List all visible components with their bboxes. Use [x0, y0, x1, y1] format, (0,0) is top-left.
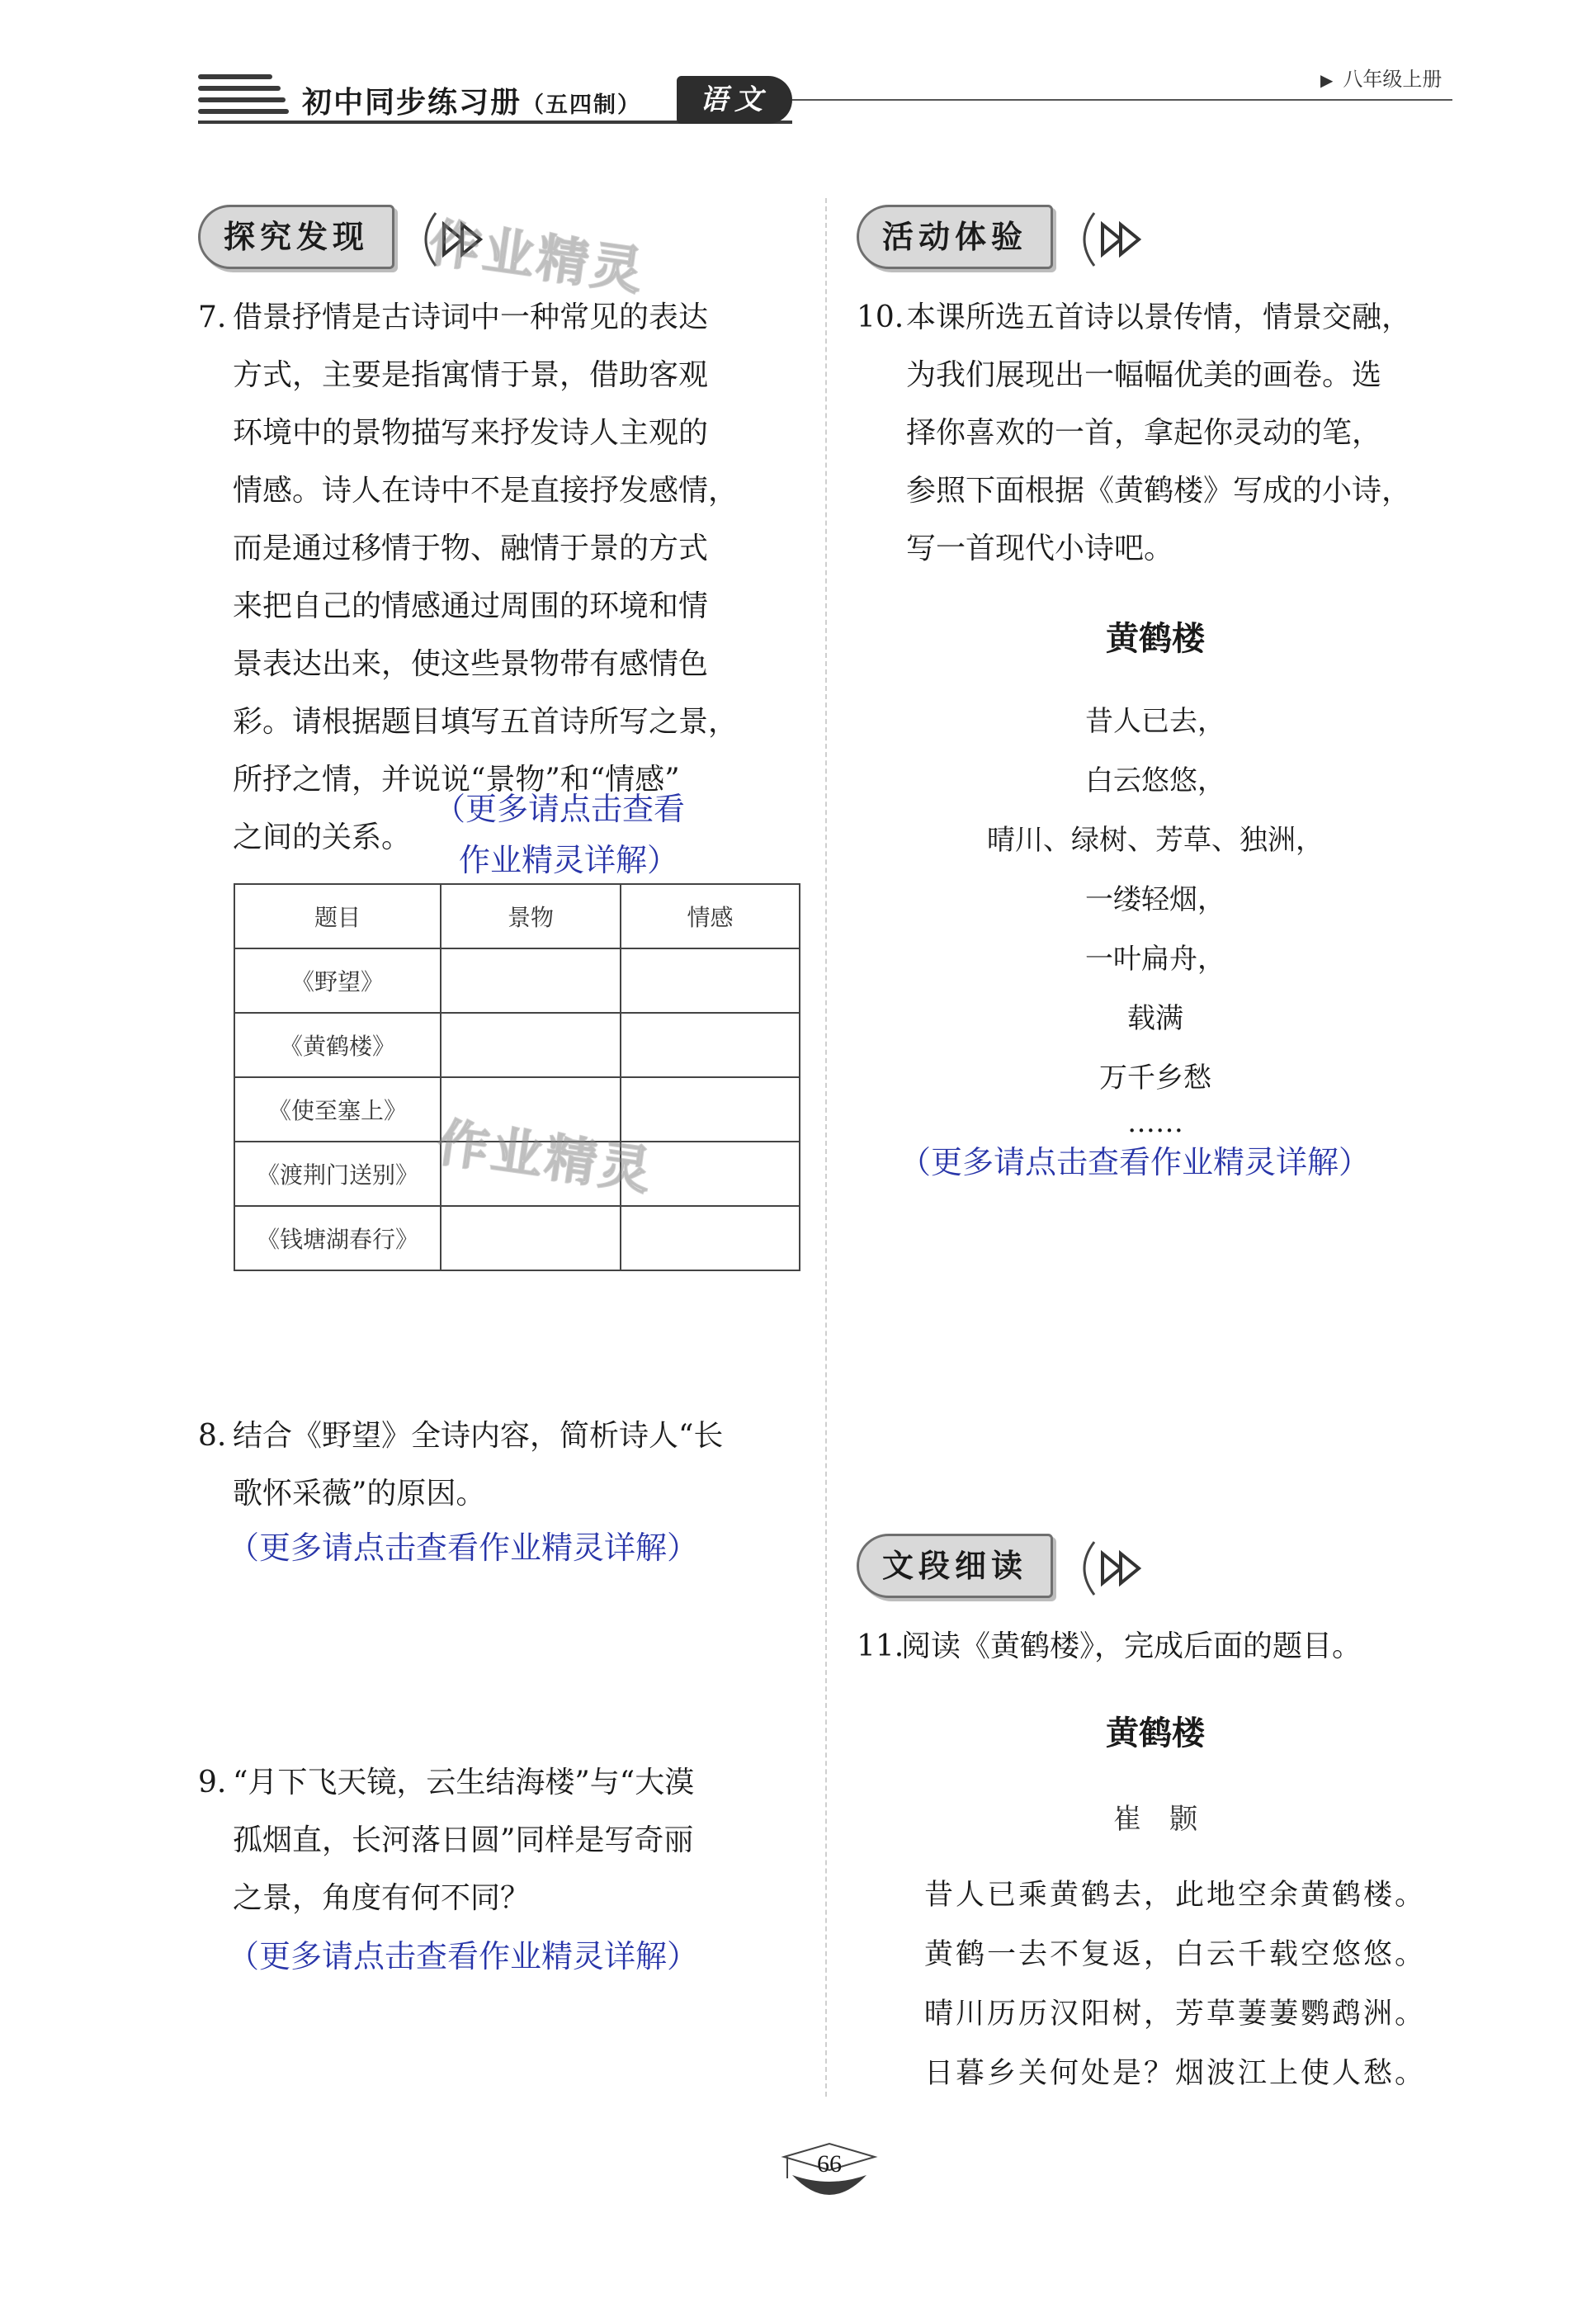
classic-poem-line: 日暮乡关何处是？烟波江上使人愁。 — [924, 2057, 1427, 2090]
page-number: 66 — [817, 2150, 842, 2178]
section-title-reading: 文段细读 — [857, 1534, 1053, 1598]
poem-title-cell: 《野望》 — [234, 948, 441, 1013]
modern-poem-title: 黄鹤楼 — [1106, 619, 1205, 658]
text-line: 所抒之情，并说说“景物”和“情感” — [233, 763, 680, 797]
question-7-text — [233, 289, 738, 867]
table-header: 题目 — [234, 884, 441, 948]
scenery-cell[interactable] — [441, 948, 621, 1013]
poem-ellipsis: …… — [1127, 1106, 1183, 1139]
header-thin-rule — [792, 99, 1452, 101]
text-line: “月下飞天镜，云生结海楼”与“大漠 — [233, 1766, 695, 1799]
text-line: 孤烟直，长河落日圆”同样是写奇丽 — [233, 1823, 694, 1857]
classic-poem-title: 黄鹤楼 — [1106, 1714, 1205, 1752]
header-logo-stripes — [198, 74, 289, 125]
poem-line: 万千乡愁 — [1099, 1062, 1211, 1095]
text-line: 为我们展现出一幅幅优美的画卷。选 — [906, 358, 1382, 392]
poem-line: 载满 — [1127, 1002, 1183, 1035]
text-line: 参照下面根据《黄鹤楼》写成的小诗， — [906, 474, 1412, 508]
poem-title-cell: 《黄鹤楼》 — [234, 1013, 441, 1077]
book-title-text: 初中同步练习册 — [302, 85, 522, 120]
text-line: 写一首现代小诗吧。 — [906, 532, 1174, 565]
text-line: 择你喜欢的一首，拿起你灵动的笔， — [906, 416, 1382, 450]
table-row — [234, 1206, 800, 1270]
text-line: 之景，角度有何不同？ — [233, 1881, 531, 1915]
text-line: 之间的关系。 — [233, 820, 412, 854]
text-line: 彩。请根据题目填写五首诗所写之景， — [233, 705, 739, 739]
poem-title-cell: 《使至塞上》 — [234, 1077, 441, 1142]
poem-title-cell: 《渡荆门送别》 — [234, 1142, 441, 1206]
poem-title-cell: 《钱塘湖春行》 — [234, 1206, 441, 1270]
text-line: 环境中的景物描写来抒发诗人主观的 — [233, 416, 709, 450]
poem-line: 一缕轻烟， — [1085, 883, 1225, 916]
section-title-explore: 探究发现 — [198, 205, 394, 269]
question-9-text — [233, 1754, 694, 1927]
answer-link-q9[interactable]: （更多请点击查看作业精灵详解） — [228, 1938, 699, 1974]
scenery-cell[interactable] — [441, 1013, 621, 1077]
classic-poem-line: 昔人已乘黄鹤去，此地空余黄鹤楼。 — [924, 1879, 1427, 1912]
emotion-cell[interactable] — [621, 948, 800, 1013]
table-header-row — [234, 884, 800, 948]
question-11-text: 阅读《黄鹤楼》，完成后面的题目。 — [901, 1629, 1362, 1663]
section-badge-activity — [857, 205, 1154, 272]
poem-author: 崔 颢 — [1113, 1803, 1197, 1836]
double-arrow-icon — [1070, 1535, 1152, 1601]
poem-line: 晴川、绿树、芳草、独洲， — [987, 824, 1324, 857]
question-number: 11. — [857, 1629, 904, 1663]
double-arrow-icon — [1070, 206, 1152, 272]
table-row — [234, 948, 800, 1013]
triangle-right-icon: ▶ — [1320, 70, 1334, 90]
poem-line: 一叶扁舟， — [1085, 943, 1225, 976]
question-8-text — [233, 1407, 723, 1523]
emotion-cell[interactable] — [621, 1013, 800, 1077]
answer-link-q10[interactable]: （更多请点击查看作业精灵详解） — [900, 1144, 1371, 1180]
answer-link-q7-cont[interactable]: 作业精灵详解） — [459, 842, 679, 878]
section-badge-reading — [857, 1534, 1154, 1601]
answer-table — [234, 883, 800, 1271]
text-line: 景表达出来，使这些景物带有感情色 — [233, 647, 709, 681]
text-line: 歌怀采薇”的原因。 — [233, 1477, 486, 1511]
table-header: 景物 — [441, 884, 621, 948]
poem-line: 白云悠悠， — [1085, 764, 1225, 797]
classic-poem-line: 晴川历历汉阳树，芳草萋萋鹦鹉洲。 — [924, 1998, 1427, 2031]
classic-poem-line: 黄鹤一去不复返，白云千载空悠悠。 — [924, 1938, 1427, 1971]
question-number: 9. — [198, 1766, 227, 1799]
watermark: 作业精灵 — [433, 1111, 659, 1202]
grade-text: 八年级上册 — [1343, 68, 1443, 91]
table-row — [234, 1013, 800, 1077]
answer-link-q8[interactable]: （更多请点击查看作业精灵详解） — [228, 1530, 699, 1566]
text-line: 来把自己的情感通过周围的环境和情 — [233, 589, 709, 623]
book-edition: （五四制） — [522, 92, 642, 118]
text-line: 情感。诗人在诗中不是直接抒发感情， — [233, 474, 739, 508]
text-line: 借景抒情是古诗词中一种常见的表达 — [233, 300, 709, 334]
section-title-activity: 活动体验 — [857, 205, 1053, 269]
text-line: 本课所选五首诗以景传情，情景交融， — [906, 300, 1412, 334]
subject-tag: 语文 — [677, 76, 792, 124]
book-title — [302, 79, 641, 121]
text-line: 而是通过移情于物、融情于景的方式 — [233, 532, 709, 565]
table-header: 情感 — [621, 884, 800, 948]
text-line: 结合《野望》全诗内容，简析诗人“长 — [233, 1419, 724, 1453]
question-10-text — [906, 289, 1411, 578]
text-line: 方式，主要是指寓情于景，借助客观 — [233, 358, 709, 392]
scenery-cell[interactable] — [441, 1206, 621, 1270]
watermark: 作业精灵 — [425, 211, 650, 302]
emotion-cell[interactable] — [621, 1206, 800, 1270]
question-number: 7. — [198, 300, 227, 334]
question-number: 8. — [198, 1419, 227, 1453]
page-number-ornament — [776, 2142, 883, 2208]
question-number: 10. — [857, 300, 904, 334]
poem-line: 昔人已去， — [1085, 705, 1225, 738]
answer-link-q7[interactable]: （更多请点击查看 — [434, 791, 686, 827]
grade-label — [1320, 63, 1442, 92]
